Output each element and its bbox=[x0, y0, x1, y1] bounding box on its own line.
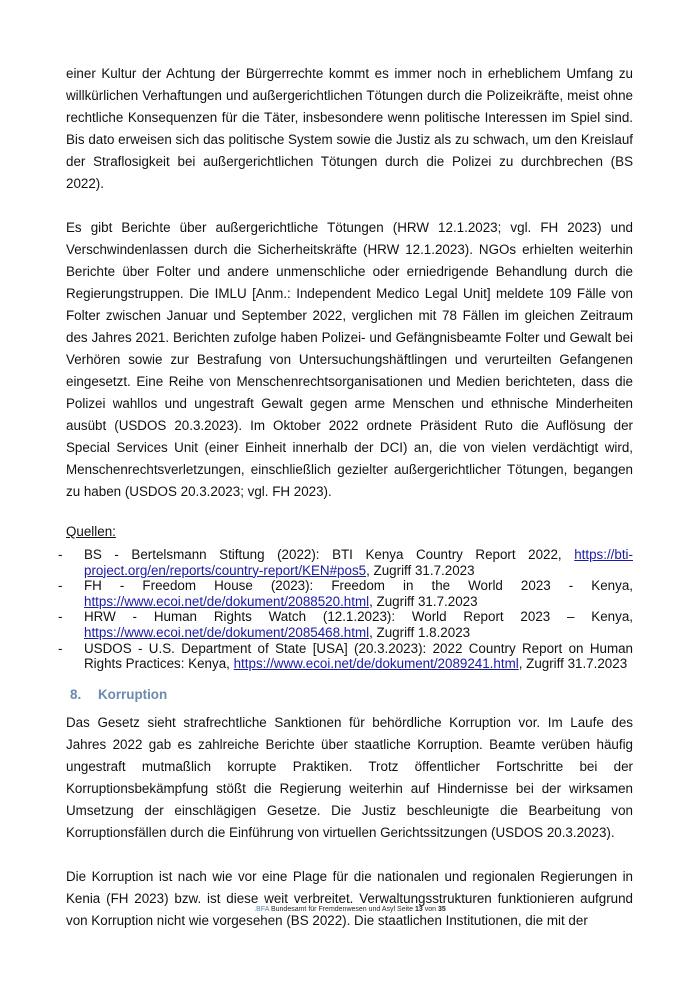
source-link[interactable]: https://bti-project.org/en/reports/country-report/KEN#pos5 bbox=[84, 547, 633, 578]
page-total: 35 bbox=[437, 906, 446, 913]
paragraph: Die Korruption ist nach wie vor eine Plage für die nationalen und regionalen Regierungen in Kenia (FH 2023) bzw. ist diese weit verbreitet. Verwaltungsstrukturen funktionieren aufgrund von Korruption nicht wie vorgesehen (BS 2022). Die staatlichen Institutionen, die mit der bbox=[66, 868, 633, 928]
source-item: - USDOS - U.S. Department of State [USA] (20.3.2023): 2022 Country Report on Human Rights Practices: Kenya, https://www.ecoi.net/de/dokument/2089241.html, Zugriff 31.7.2023 bbox=[58, 640, 633, 672]
source-link[interactable]: https://www.ecoi.net/de/dokument/2088520.html bbox=[84, 593, 370, 609]
paragraph: Das Gesetz sieht strafrechtliche Sanktionen für behördliche Korruption vor. Im Laufe des Jahres 2022 gab es zahlreiche Berichte über staatliche Korruption. Beamte verüben häufig ungestraft mutmaßlich korrupte Praktiken. Trotz öffentlicher Fortschritte bei der Korruptionsbekämpfung stößt die Regierung weiterhin auf Hindernisse bei der wirksamen Umsetzung der einschlägigen Gesetze. Die Justiz beschleunigte die Bearbeitung von Korruptionsfällen durch die Einführung von virtuellen Gerichtssitzungen (USDOS 20.3.2023). bbox=[66, 714, 633, 840]
source-item: - FH - Freedom House (2023): Freedom in the World 2023 - Kenya, https://www.ecoi.net/de/dokument/2088520.html, Zugriff 31.7.2023 bbox=[58, 578, 633, 609]
section-heading: 8. Korruption bbox=[70, 686, 168, 702]
paragraph: einer Kultur der Achtung der Bürgerrechte kommt es immer noch in erheblichem Umfang zu willkürlichen Verhaftungen und außergerichtlichen Tötungen durch die Polizeikräfte, meist ohne rechtliche Konsequenzen für die Täter, insbesondere wenn politische Interessen im Spiel sind. Bis dato erweisen sich das politische System sowie die Justiz als zu schwach, um den Kreislauf der Straflosigkeit bei außergerichtlichen Tötungen durch die Polizei zu durchbrechen (BS 2022). bbox=[66, 66, 633, 191]
source-text: USDOS - U.S. Department of State [USA] (20.3.2023): 2022 Country Report on Human Rights Practices: Kenya, bbox=[84, 640, 633, 672]
document-body bbox=[58, 63, 633, 932]
source-item: - HRW - Human Rights Watch (12.1.2023): World Report 2023 – Kenya, https://www.ecoi.net/de/dokument/2085468.html, Zugriff 1.8.2023 bbox=[58, 609, 633, 640]
source-link[interactable]: https://www.ecoi.net/de/dokument/2085468.html bbox=[84, 624, 370, 640]
sources-title: Quellen: bbox=[66, 524, 116, 539]
page-footer: .BFA Bundesamt für Fremdenwesen und Asyl Seite 13 von 35 bbox=[254, 906, 446, 913]
source-text: HRW - Human Rights Watch (12.1.2023): World Report 2023 – Kenya, bbox=[84, 609, 633, 625]
page-number: 13 bbox=[414, 906, 423, 913]
source-link[interactable]: https://www.ecoi.net/de/dokument/2089241.html bbox=[233, 656, 519, 672]
paragraph: Es gibt Berichte über außergerichtliche Tötungen (HRW 12.1.2023; vgl. FH 2023) und Verschwindenlassen durch die Sicherheitskräfte (HRW 12.1.2023). NGOs erhielten weiterhin Berichte über Folter und andere unmenschliche oder erniedrigende Behandlung durch die Regierungstruppen. Die IMLU [Anm.: Independent Medico Legal Unit] meldete 109 Fälle von Folter zwischen Januar und September 2022, verglichen mit 78 Fällen im gleichen Zeitraum des Jahres 2021. Berichten zufolge haben Polizei- und Gefängnisbeamte Folter und Gewalt bei Verhören sowie zur Bestrafung von Untersuchungshäftlingen und verurteilten Gefangenen eingesetzt. Eine Reihe von Menschenrechtsorganisationen und Medien berichteten, dass die Polizei wahllos und ungestraft Gewalt gegen arme Menschen und ethnische Minderheiten ausübt (USDOS 20.3.2023). Im Oktober 2022 ordnete Präsident Ruto die Auflösung der Special Services Unit (einer Einheit innerhalb der DCI) an, die von vielen verdächtigt wird, Menschenrechtsverletzungen, einschließlich gezielter außergerichtlicher Tötungen, begangen zu haben (USDOS 20.3.2023; vgl. FH 2023). bbox=[66, 220, 633, 499]
source-text: BS - Bertelsmann Stiftung (2022): BTI Kenya Country Report 2022, bbox=[84, 547, 562, 562]
source-item: - BS - Bertelsmann Stiftung (2022): BTI Kenya Country Report 2022, https://bti-project.org/en/reports/country-report/KEN#pos5, Zugriff 31.7.2023 bbox=[58, 547, 633, 578]
sources-list bbox=[58, 547, 633, 672]
bfa-logo: .BFA bbox=[254, 906, 270, 913]
source-text: FH - Freedom House (2023): Freedom in the World 2023 - Kenya, bbox=[84, 578, 633, 594]
